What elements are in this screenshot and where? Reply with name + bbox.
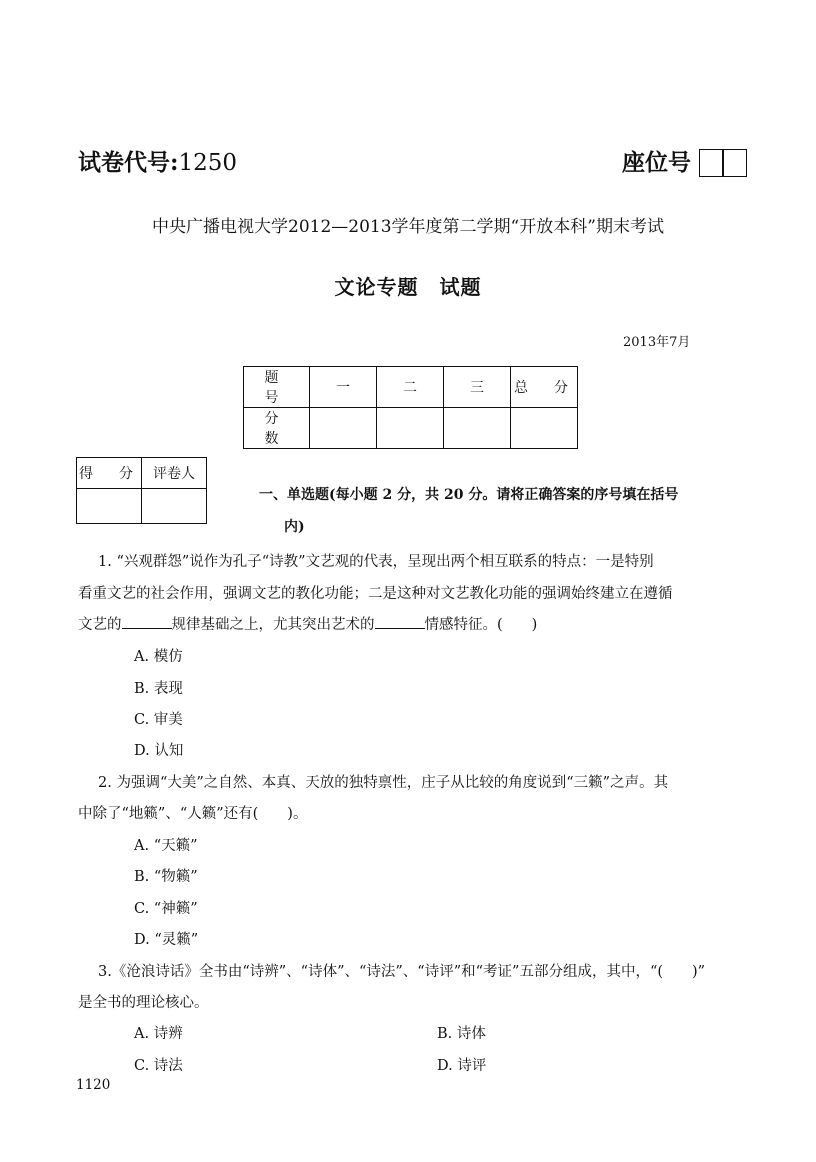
question-1-option-a: A. 模仿 (134, 649, 183, 665)
score-table-header-cell: 二 (377, 367, 444, 408)
exam-date: 2013年7月 (623, 335, 691, 350)
exam-title: 中央广播电视大学2012—2013学年度第二学期“开放本科”期末考试 (152, 217, 664, 237)
score-table-header-cell: 一 (310, 367, 377, 408)
question-2-option-c: C. “神籁” (134, 901, 198, 917)
question-3-option-b: B. 诗体 (437, 1026, 486, 1042)
grader-table-header-row (77, 458, 207, 489)
grader-table (76, 457, 207, 524)
question-3-line-1: 3.《沧浪诗话》全书由“诗辨”、“诗体”、“诗法”、“诗评”和“考证”五部分组成，其中，“( )” (98, 964, 706, 980)
score-cell[interactable] (444, 408, 511, 449)
paper-title: 文论专题 试题 (334, 275, 482, 299)
score-table-header-cell: 题 号 (244, 367, 310, 408)
question-1-line-3 (78, 613, 537, 634)
question-3-line-2: 是全书的理论核心。 (78, 995, 209, 1011)
question-3-option-d: D. 诗评 (437, 1058, 487, 1074)
grader-name-cell[interactable] (142, 489, 207, 524)
score-table-header-row (244, 367, 578, 408)
question-3-option-c: C. 诗法 (134, 1058, 183, 1074)
score-table (243, 366, 578, 449)
question-1-text-c: 情感特征。( ) (424, 617, 538, 633)
grader-score-cell[interactable] (77, 489, 142, 524)
grader-name-label: 评卷人 (142, 458, 207, 489)
score-table-header-cell: 三 (444, 367, 511, 408)
grader-table-input-row (77, 489, 207, 524)
question-1-line-1: 1. “兴观群怨”说作为孔子“诗教”文艺观的代表，呈现出两个相互联系的特点：一是特别 (98, 554, 654, 570)
score-row-label: 分 数 (244, 408, 310, 449)
question-1-option-c: C. 审美 (134, 712, 183, 728)
question-1-option-d: D. 认知 (134, 743, 184, 759)
grader-score-label: 得 分 (77, 458, 142, 489)
question-2-option-b: B. “物籁” (134, 869, 198, 885)
question-3-option-a: A. 诗辨 (134, 1026, 183, 1042)
answer-blank (122, 616, 172, 629)
question-1-line-2: 看重文艺的社会作用，强调文艺的教化功能；二是这种对文艺教化功能的强调始终建立在遵循 (78, 586, 673, 602)
section-heading-continued: 内) (284, 519, 305, 535)
score-cell[interactable] (511, 408, 578, 449)
seat-number-label: 座位号 (622, 149, 691, 176)
question-2-option-a: A. “天籁” (134, 838, 198, 854)
score-cell[interactable] (377, 408, 444, 449)
paper-code-value: 1250 (178, 150, 238, 176)
score-cell[interactable] (310, 408, 377, 449)
page-number: 1120 (76, 1077, 111, 1093)
question-2-line-1: 2. 为强调“大美”之自然、本真、天放的独特禀性，庄子从比较的角度说到“三籁”之声。其 (98, 775, 669, 791)
score-table-header-cell: 总 分 (511, 367, 578, 408)
answer-blank (375, 616, 425, 629)
seat-box[interactable] (699, 149, 724, 177)
score-table-score-row (244, 408, 578, 449)
question-2-option-d: D. “灵籁” (134, 932, 199, 948)
paper-code: 试卷代号:1250 (78, 149, 238, 176)
question-2-line-2: 中除了“地籁”、“人籁”还有( )。 (78, 806, 308, 822)
seat-box[interactable] (722, 149, 747, 177)
paper-code-label: 试卷代号 (78, 149, 170, 176)
question-1-option-b: B. 表现 (134, 681, 183, 697)
seat-number-boxes[interactable] (700, 149, 747, 177)
question-1-text-a: 文艺的 (78, 617, 122, 633)
section-heading: 一、单选题(每小题 2 分，共 20 分。请将正确答案的序号填在括号 (259, 487, 679, 503)
question-1-text-b: 规律基础之上，尤其突出艺术的 (171, 617, 375, 633)
